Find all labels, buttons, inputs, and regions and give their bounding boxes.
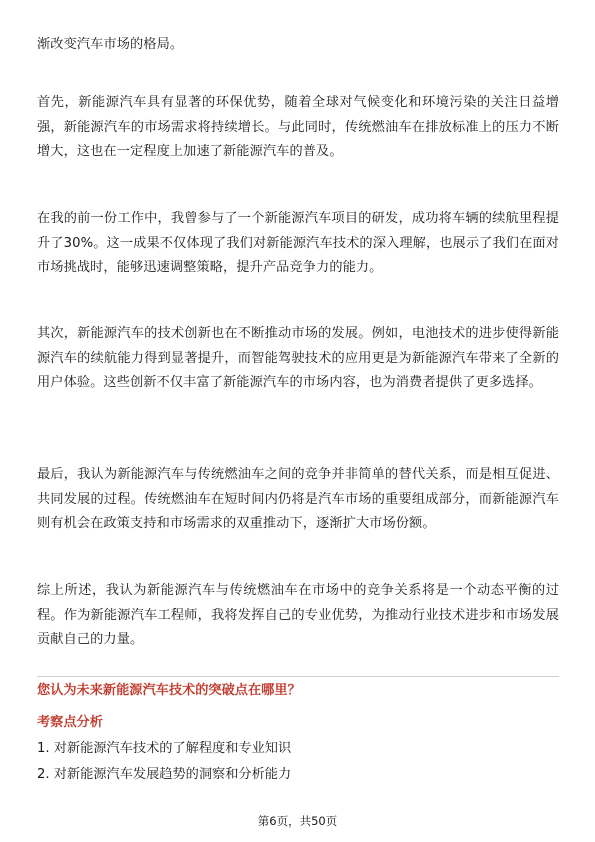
section-divider (37, 676, 559, 677)
paragraph-previous-work: 在我的前一份工作中，我曾参与了一个新能源汽车项目的研发，成功将车辆的续航里程提升了30%。这一成果不仅体现了我们对新能源汽车技术的深入理解，也展示了我们在面对市场挑战时，能够迅速调整策略，提升产品竞争力的能力。 (37, 211, 559, 275)
paragraph-competition: 最后，我认为新能源汽车与传统燃油车之间的竞争并非简单的替代关系，而是相互促进、共同发展的过程。传统燃油车在短时间内仍将是汽车市场的重要组成部分，而新能源汽车则有机会在政策支持和市场需求的双重推动下，逐渐扩大市场份额。 (37, 467, 559, 531)
page-number: 第6页，共50页 (257, 814, 338, 828)
paragraph-intro-tail: 渐改变汽车市场的格局。 (37, 37, 184, 52)
paragraph-conclusion: 综上所述，我认为新能源汽车与传统燃油车在市场中的竞争关系将是一个动态平衡的过程。作为新能源汽车工程师，我将发挥自己的专业优势，为推动行业技术进步和市场发展贡献自己的力量。 (37, 583, 559, 647)
paragraph-environmental-advantage: 首先，新能源汽车具有显著的环保优势，随着全球对气候变化和环境污染的关注日益增强，新能源汽车的市场需求将持续增长。与此同时，传统燃油车在排放标准上的压力不断增大，这也在一定程度上加速了新能源汽车的普及。 (37, 95, 559, 159)
analysis-heading: 考察点分析 (37, 715, 103, 730)
paragraph-tech-innovation: 其次，新能源汽车的技术创新也在不断推动市场的发展。例如，电池技术的进步使得新能源汽车的续航能力得到显著提升，而智能驾驶技术的应用更是为新能源汽车带来了全新的用户体验。这些创新不仅丰富了新能源汽车的市场内容，也为消费者提供了更多选择。 (37, 326, 559, 390)
analysis-item: 2. 对新能源汽车发展趋势的洞察和分析能力 (37, 767, 292, 782)
analysis-item: 1. 对新能源汽车技术的了解程度和专业知识 (37, 741, 292, 756)
interview-question: 您认为未来新能源汽车技术的突破点在哪里？ (37, 683, 301, 698)
